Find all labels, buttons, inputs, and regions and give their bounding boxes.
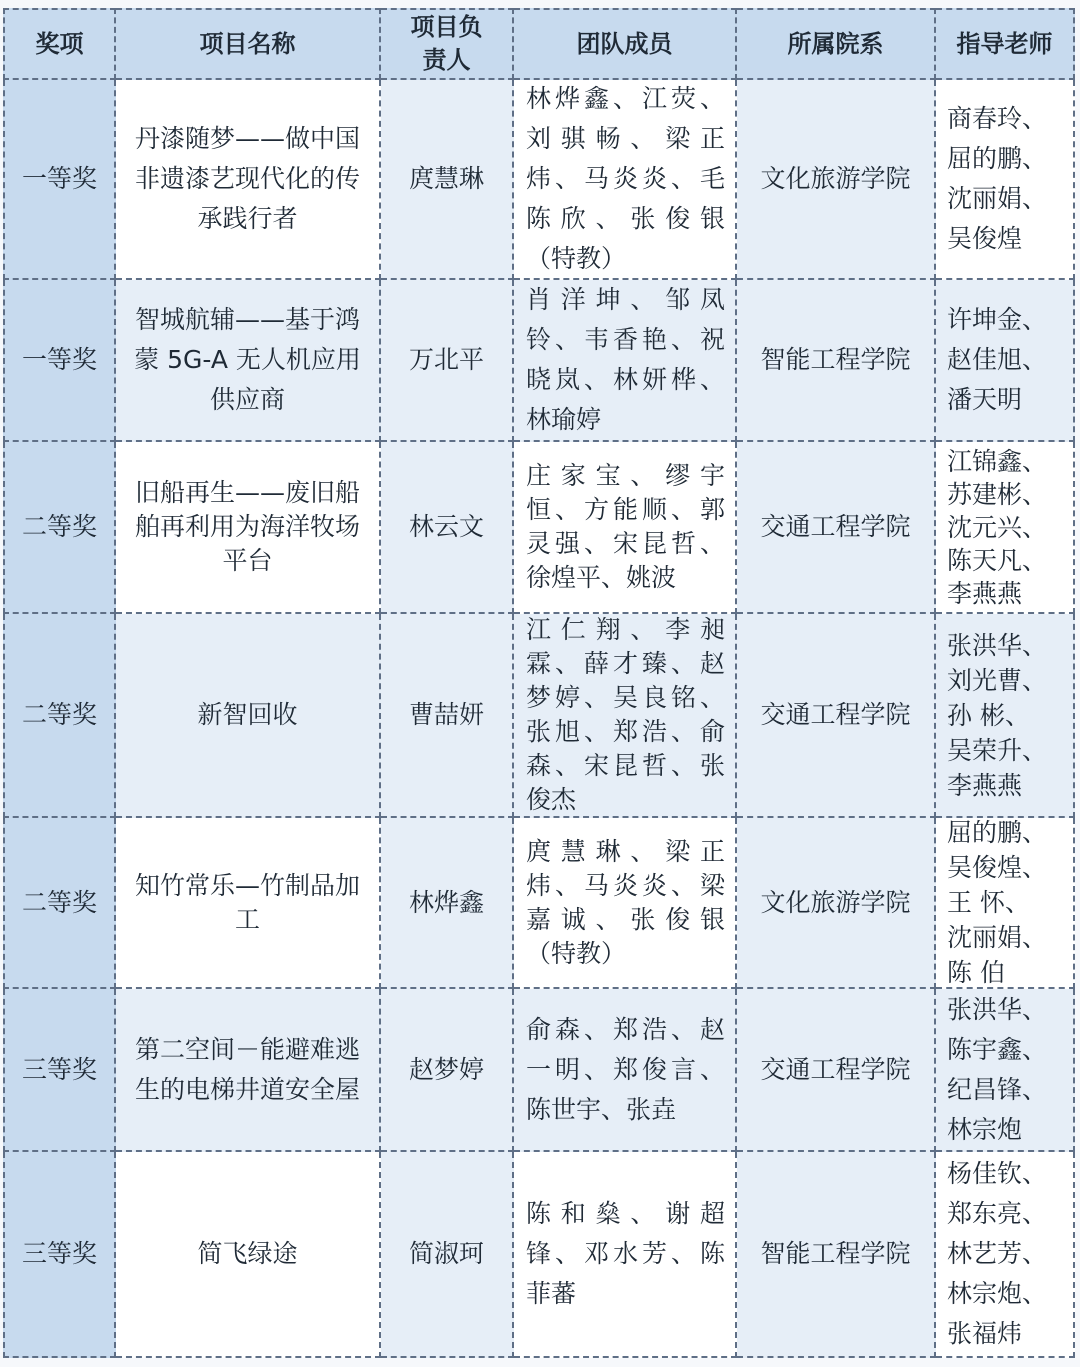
header-leader-line-1: 项目负	[410, 13, 483, 41]
header-leader-line-2: 责人	[422, 46, 471, 74]
leader-cell: 林云文	[381, 442, 514, 614]
award-cell: 三等奖	[3, 989, 116, 1152]
department-cell: 文化旅游学院	[737, 80, 936, 280]
leader-cell: 简淑珂	[381, 1152, 514, 1358]
project-name-cell: 新智回收	[116, 614, 381, 818]
department-cell: 交通工程学院	[737, 442, 936, 614]
leader-cell: 庹慧琳	[381, 80, 514, 280]
team-members-cell: 庄家宝、缪宇恒、方能顺、郭灵强、宋昆哲、徐煌平、姚波	[514, 442, 737, 614]
header-leader	[381, 8, 514, 80]
advisors-cell: 江锦鑫、苏建彬、沈元兴、陈天凡、李燕燕	[936, 442, 1075, 614]
project-name-cell: 简飞绿途	[116, 1152, 381, 1358]
award-cell: 一等奖	[3, 80, 116, 280]
department-cell: 交通工程学院	[737, 614, 936, 818]
header-project: 项目名称	[116, 8, 381, 80]
team-members-cell: 肖洋坤、邹凤铃、韦香艳、祝晓岚、林妍桦、林瑜婷	[514, 280, 737, 442]
team-members-cell: 林烨鑫、江荧、刘骐畅、梁正炜、马炎炎、毛陈欣、张俊银（特教）	[514, 80, 737, 280]
leader-cell: 赵梦婷	[381, 989, 514, 1152]
advisors-cell: 张洪华、陈宇鑫、纪昌锋、林宗炮	[936, 989, 1075, 1152]
team-members-cell: 庹慧琳、梁正炜、马炎炎、梁嘉诚、张俊银（特教）	[514, 818, 737, 989]
project-name-cell: 知竹常乐—竹制品加工	[116, 818, 381, 989]
leader-cell: 万北平	[381, 280, 514, 442]
award-cell: 二等奖	[3, 614, 116, 818]
advisors-cell: 屈的鹏、吴俊煌、王 怀、沈丽娟、陈 伯	[936, 818, 1075, 989]
department-cell: 文化旅游学院	[737, 818, 936, 989]
advisors-cell: 商春玲、屈的鹏、沈丽娟、吴俊煌	[936, 80, 1075, 280]
award-cell: 二等奖	[3, 442, 116, 614]
department-cell: 智能工程学院	[737, 280, 936, 442]
advisors-cell: 杨佳钦、郑东亮、林艺芳、林宗炮、张福炜	[936, 1152, 1075, 1358]
team-members-cell: 陈和燊、谢超锋、邓水芳、陈菲蕃	[514, 1152, 737, 1358]
awards-table	[3, 8, 1075, 1358]
header-award: 奖项	[3, 8, 116, 80]
project-name-cell: 智城航辅——基于鸿蒙 5G-A 无人机应用供应商	[116, 280, 381, 442]
header-department: 所属院系	[737, 8, 936, 80]
leader-cell: 林烨鑫	[381, 818, 514, 989]
project-name-cell: 旧船再生——废旧船舶再利用为海洋牧场平台	[116, 442, 381, 614]
header-advisors: 指导老师	[936, 8, 1075, 80]
award-cell: 三等奖	[3, 1152, 116, 1358]
project-name-cell: 丹漆随梦——做中国非遗漆艺现代化的传承践行者	[116, 80, 381, 280]
award-cell: 二等奖	[3, 818, 116, 989]
leader-cell: 曹喆妍	[381, 614, 514, 818]
project-name-cell: 第二空间－能避难逃生的电梯井道安全屋	[116, 989, 381, 1152]
header-team: 团队成员	[514, 8, 737, 80]
award-cell: 一等奖	[3, 280, 116, 442]
advisors-cell: 张洪华、刘光曹、孙 彬、吴荣升、李燕燕	[936, 614, 1075, 818]
department-cell: 交通工程学院	[737, 989, 936, 1152]
advisors-cell: 许坤金、赵佳旭、潘天明	[936, 280, 1075, 442]
department-cell: 智能工程学院	[737, 1152, 936, 1358]
team-members-cell: 俞森、郑浩、赵一明、郑俊言、陈世宇、张垚	[514, 989, 737, 1152]
team-members-cell: 江仁翔、李昶霖、薛才臻、赵梦婷、吴良铭、张旭、郑浩、俞森、宋昆哲、张俊杰	[514, 614, 737, 818]
